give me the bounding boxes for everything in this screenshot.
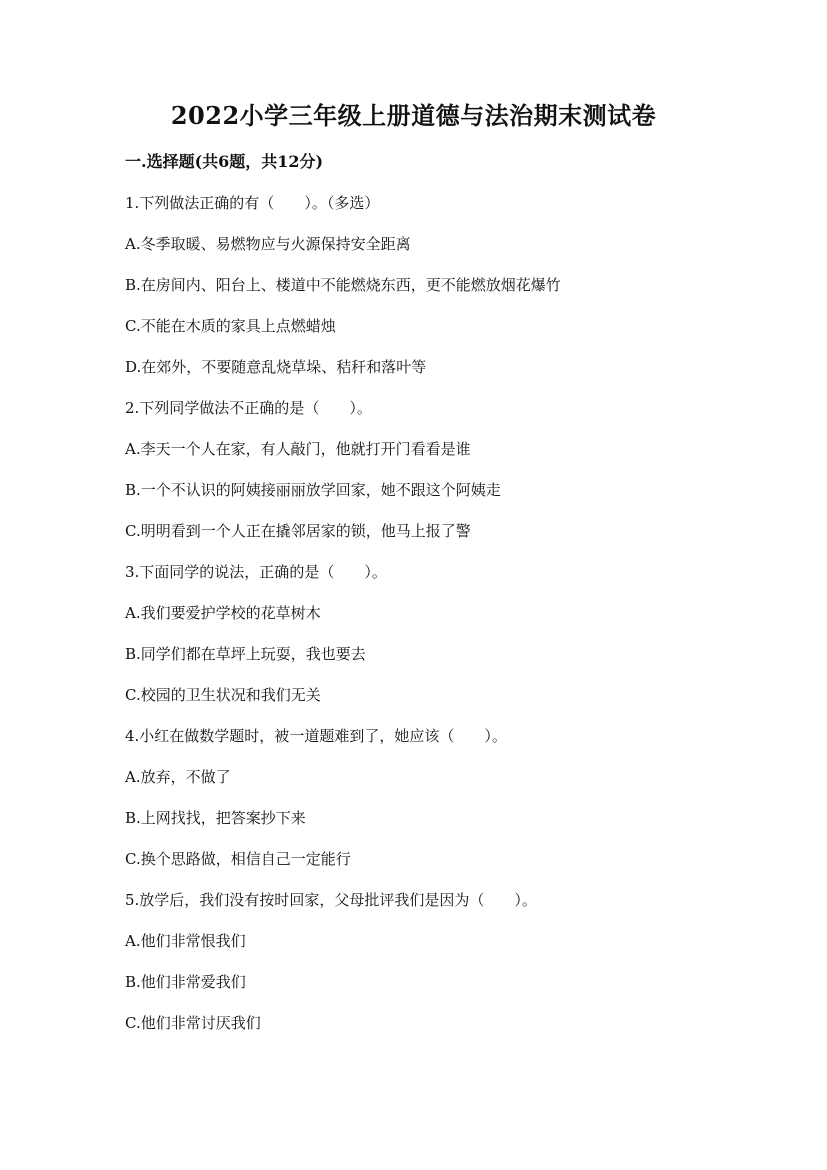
question-option: B.在房间内、阳台上、楼道中不能燃烧东西，更不能燃放烟花爆竹 — [125, 276, 561, 294]
question-stem: 3.下面同学的说法，正确的是（ ）。 — [125, 563, 387, 581]
question-option: A.放弃，不做了 — [125, 768, 231, 786]
question-stem: 2.下列同学做法不正确的是（ ）。 — [125, 399, 372, 417]
question-stem: 5.放学后，我们没有按时回家，父母批评我们是因为（ ）。 — [125, 891, 537, 909]
question-option: A.冬季取暖、易燃物应与火源保持安全距离 — [125, 235, 411, 253]
question-option: C.他们非常讨厌我们 — [125, 1014, 261, 1032]
question-list — [125, 191, 765, 1052]
question-stem: 1.下列做法正确的有（ ）。（多选） — [125, 194, 380, 212]
question-option: C.明明看到一个人正在撬邻居家的锁，他马上报了警 — [125, 522, 471, 540]
question-option: C.不能在木质的家具上点燃蜡烛 — [125, 317, 336, 335]
question-option: A.李天一个人在家，有人敲门，他就打开门看看是谁 — [125, 440, 471, 458]
question-option: C.校园的卫生状况和我们无关 — [125, 686, 321, 704]
question-option: C.换个思路做，相信自己一定能行 — [125, 850, 351, 868]
section-heading: 一.选择题(共6题，共12分) — [125, 152, 324, 171]
question-option: B.同学们都在草坪上玩耍，我也要去 — [125, 645, 366, 663]
question-option: A.我们要爱护学校的花草树木 — [125, 604, 321, 622]
question-option: D.在郊外，不要随意乱烧草垛、秸秆和落叶等 — [125, 358, 427, 376]
question-option: B.上网找找，把答案抄下来 — [125, 809, 306, 827]
question-option: A.他们非常恨我们 — [125, 932, 246, 950]
question-option: B.一个不认识的阿姨接丽丽放学回家，她不跟这个阿姨走 — [125, 481, 501, 499]
question-option: B.他们非常爱我们 — [125, 973, 246, 991]
question-stem: 4.小红在做数学题时，被一道题难到了，她应该（ ）。 — [125, 727, 507, 745]
exam-title: 2022小学三年级上册道德与法治期末测试卷 — [170, 101, 657, 130]
